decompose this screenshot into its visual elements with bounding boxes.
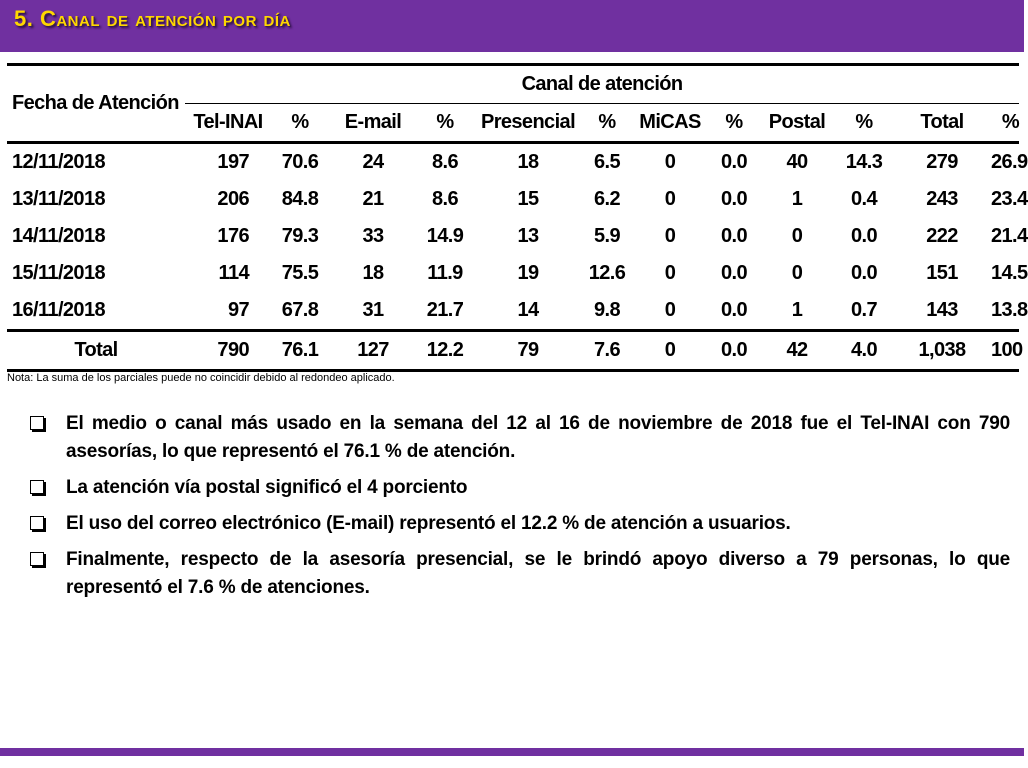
- table-cell: 21.4: [991, 225, 1028, 247]
- slide-title: 5. Canal de atención por día: [14, 6, 291, 31]
- table-cell: 0.0: [850, 225, 877, 247]
- total-cell: 127: [329, 331, 417, 371]
- table-note: Nota: La suma de los parciales puede no coincidir debido al redondeo aplicado.: [7, 372, 395, 384]
- table-cell: 0: [791, 262, 803, 284]
- table-cell: 13.8: [991, 299, 1028, 321]
- bullet-text: El medio o canal más usado en la semana del 12 al 16 de noviembre de 2018 fue el Tel-INAI con 790 asesorías, lo que representó el 76.1 % de atención.: [66, 413, 1010, 462]
- square-box-icon: [30, 416, 44, 430]
- col-header-pct: %: [417, 104, 473, 143]
- table-cell: 9.8: [593, 299, 620, 321]
- table-cell: 197: [217, 151, 249, 173]
- table-cell: 5.9: [593, 225, 620, 247]
- square-box-icon: [30, 516, 44, 530]
- table-cell: 1: [791, 299, 803, 321]
- table-cell: 243: [926, 188, 958, 210]
- col-header-tel-inai: Tel-INAI: [185, 104, 271, 143]
- table-cell: 206: [217, 188, 249, 210]
- table-row: [7, 218, 1019, 255]
- table-cell: 31: [362, 299, 384, 321]
- table-cell: 176: [217, 225, 249, 247]
- attention-table: [7, 63, 1028, 372]
- col-header-pct: %: [709, 104, 759, 143]
- bullet-item: [30, 474, 1010, 502]
- bullet-item: [30, 546, 1010, 602]
- total-label: Total: [7, 331, 185, 371]
- table-cell: 114: [218, 262, 249, 284]
- table-cell: 97: [227, 299, 249, 321]
- table-cell: 143: [926, 299, 958, 321]
- table-cell: 151: [926, 262, 958, 284]
- col-header-pct: %: [835, 104, 893, 143]
- table-cell: 21.7: [426, 299, 464, 321]
- table-cell: 24: [362, 151, 384, 173]
- total-cell: 1,038: [893, 331, 991, 371]
- table-cell: 8.6: [431, 151, 458, 173]
- total-cell: 76.1: [271, 331, 329, 371]
- total-cell: 790: [185, 331, 271, 371]
- table-cell: 0.7: [850, 299, 877, 321]
- table-cell: 26.9: [991, 151, 1028, 173]
- bullet-item: [30, 410, 1010, 466]
- table-cell: 0: [664, 225, 676, 247]
- table-cell: 13: [517, 225, 539, 247]
- total-cell: 79: [473, 331, 583, 371]
- table-cell: 0: [791, 225, 803, 247]
- table-cell: 40: [786, 151, 808, 173]
- date-cell: 15/11/2018: [12, 262, 105, 284]
- table-cell: 33: [362, 225, 384, 247]
- bullet-item: [30, 510, 1010, 538]
- bullet-text: Finalmente, respecto de la asesoría presencial, se le brindó apoyo diverso a 79 personas, lo que representó el 7.6 % de atenciones.: [66, 549, 1010, 598]
- date-cell: 16/11/2018: [12, 299, 105, 321]
- table-cell: 75.5: [281, 262, 319, 284]
- attention-table-container: [7, 63, 1028, 372]
- table-cell: 0.4: [850, 188, 877, 210]
- table-row: [7, 181, 1019, 218]
- table-cell: 279: [926, 151, 958, 173]
- table-cell: 0.0: [850, 262, 877, 284]
- date-cell: 14/11/2018: [12, 225, 105, 247]
- total-cell: 7.6: [583, 331, 631, 371]
- col-header-pct: %: [583, 104, 631, 143]
- table-row: [7, 143, 1019, 182]
- total-row: [7, 331, 1019, 371]
- table-cell: 18: [517, 151, 539, 173]
- total-cell: 0.0: [709, 331, 759, 371]
- table-cell: 15: [517, 188, 539, 210]
- footer-bar: [0, 748, 1024, 756]
- col-header-pct: %: [271, 104, 329, 143]
- table-cell: 0.0: [720, 262, 747, 284]
- square-box-icon: [30, 480, 44, 494]
- table-cell: 14.3: [845, 151, 883, 173]
- date-cell: 12/11/2018: [12, 151, 105, 173]
- table-cell: 6.5: [593, 151, 620, 173]
- table-cell: 21: [362, 188, 384, 210]
- col-header-presencial: Presencial: [473, 104, 583, 143]
- table-cell: 222: [926, 225, 958, 247]
- bullet-list: [30, 410, 1010, 610]
- total-cell: 42: [759, 331, 835, 371]
- table-cell: 67.8: [281, 299, 319, 321]
- table-cell: 79.3: [281, 225, 319, 247]
- table-cell: 8.6: [431, 188, 458, 210]
- table-cell: 6.2: [593, 188, 620, 210]
- group-header-canal: Canal de atención: [185, 65, 1019, 104]
- total-cell: 12.2: [417, 331, 473, 371]
- table-cell: 12.6: [588, 262, 626, 284]
- row-header-fecha: Fecha de Atención: [7, 65, 185, 143]
- date-cell: 13/11/2018: [12, 188, 105, 210]
- col-header-total: Total: [893, 104, 991, 143]
- table-cell: 84.8: [281, 188, 319, 210]
- table-cell: 0.0: [720, 299, 747, 321]
- table-cell: 0.0: [720, 225, 747, 247]
- col-header-postal: Postal: [759, 104, 835, 143]
- table-cell: 0: [664, 299, 676, 321]
- bullet-text: La atención vía postal significó el 4 porciento: [66, 477, 468, 498]
- table-cell: 19: [517, 262, 539, 284]
- col-header-pct: %: [991, 104, 1019, 143]
- table-row: [7, 292, 1019, 331]
- col-header-email: E-mail: [329, 104, 417, 143]
- bullet-text: El uso del correo electrónico (E-mail) representó el 12.2 % de atención a usuarios.: [66, 513, 791, 534]
- table-cell: 0: [664, 151, 676, 173]
- total-cell: 4.0: [835, 331, 893, 371]
- total-cell: 100: [991, 331, 1019, 371]
- table-cell: 0: [664, 262, 676, 284]
- table-cell: 14.5: [991, 262, 1028, 284]
- table-cell: 14.9: [426, 225, 464, 247]
- header-bar: [0, 0, 1024, 52]
- table-cell: 0.0: [720, 151, 747, 173]
- table-cell: 0.0: [720, 188, 747, 210]
- total-cell: 0: [631, 331, 709, 371]
- table-cell: 70.6: [281, 151, 319, 173]
- table-cell: 0: [664, 188, 676, 210]
- table-cell: 1: [791, 188, 803, 210]
- table-row: [7, 255, 1019, 292]
- square-box-icon: [30, 552, 44, 566]
- table-cell: 11.9: [427, 262, 463, 284]
- table-cell: 23.4: [991, 188, 1028, 210]
- col-header-micas: MiCAS: [631, 104, 709, 143]
- table-cell: 18: [362, 262, 384, 284]
- table-cell: 14: [517, 299, 539, 321]
